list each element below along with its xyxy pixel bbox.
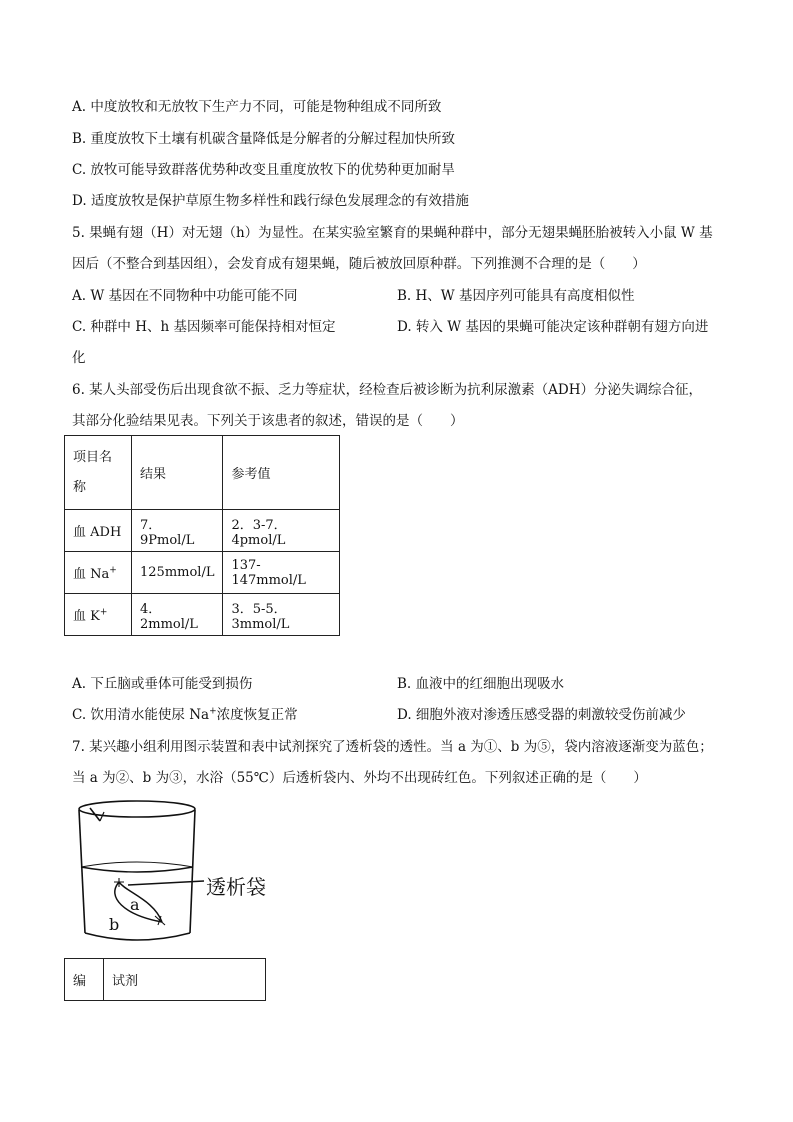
beaker-dialysis-figure [66,795,296,955]
cell-ref-k: 3．5-5．3mmol/L [223,594,340,636]
cell-ref-na: 137-147mmol/L [223,552,340,594]
q6-stem-line2: 其部分化验结果见表。下列关于该患者的叙述，错误的是（ ） [72,413,464,429]
table-header-result: 结果 [132,436,223,510]
q6-lab-table [64,435,340,636]
q4-option-b: B. 重度放牧下土壤有机碳含量降低是分解者的分解过程加快所致 [72,131,456,147]
q5-option-d: D. 转入 W 基因的果蝇可能决定该种群朝有翅方向进 [397,319,709,335]
q5-option-c: C. 种群中 H、h 基因频率可能保持相对恒定 [72,319,336,335]
q5-stem-line1: 5. 果蝇有翅（H）对无翅（h）为显性。在某实验室繁育的果蝇种群中，部分无翅果蝇胚胎被转入小鼠 W 基 [72,225,713,241]
figure-label-dialysis-bag: 透析袋 [206,875,266,899]
figure-label-a: a [130,895,140,914]
q6-option-a: A. 下丘脑或垂体可能受到损伤 [72,676,253,692]
cell-ref-adh: 2．3-7．4pmol/L [223,510,340,552]
cell-item-na: 血 Na+ [65,552,132,594]
q5-option-d-continuation: 化 [72,350,86,366]
table-header-reagent: 试剂 [104,959,266,1001]
q4-option-d: D. 适度放牧是保护草原生物多样性和践行绿色发展理念的有效措施 [72,193,469,209]
q7-reagent-table [64,958,266,1001]
figure-label-b: b [109,915,120,934]
q7-stem-line1: 7. 某兴趣小组利用图示装置和表中试剂探究了透析袋的透性。当 a 为①、b 为⑤，袋内溶液逐渐变为蓝色； [72,739,713,755]
q6-option-d: D. 细胞外液对渗透压感受器的刺激较受伤前减少 [397,707,686,723]
q5-option-a: A. W 基因在不同物种中功能可能不同 [72,288,298,304]
q4-option-c: C. 放牧可能导致群落优势种改变且重度放牧下的优势种更加耐旱 [72,162,455,178]
table-header-item: 项目名 称 [65,436,132,510]
table-row [65,552,340,594]
cell-result-na: 125mmol/L [132,552,223,594]
cell-result-k: 4．2mmol/L [132,594,223,636]
q6-stem-line1: 6. 某人头部受伤后出现食欲不振、乏力等症状，经检查后被诊断为抗利尿激素（ADH）分泌失调综合征， [72,382,703,398]
q4-option-a: A. 中度放牧和无放牧下生产力不同，可能是物种组成不同所致 [72,99,442,115]
q6-option-b: B. 血液中的红细胞出现吸水 [397,676,565,692]
q6-option-c: C. 饮用清水能使尿 Na+浓度恢复正常 [72,706,298,723]
q7-stem-line2: 当 a 为②、b 为③，水浴（55℃）后透析袋内、外均不出现砖红色。下列叙述正确的是（ ） [72,770,647,786]
table-header-reference: 参考值 [223,436,340,510]
q5-option-b: B. H、W 基因序列可能具有高度相似性 [397,288,635,304]
table-header-number: 编 [65,959,104,1001]
cell-item-adh: 血 ADH [65,510,132,552]
q5-stem-line2: 因后（不整合到基因组），会发育成有翅果蝇，随后被放回原种群。下列推测不合理的是（ ） [72,256,646,272]
cell-result-adh: 7．9Pmol/L [132,510,223,552]
table-row [65,594,340,636]
table-row [65,510,340,552]
cell-item-k: 血 K+ [65,594,132,636]
